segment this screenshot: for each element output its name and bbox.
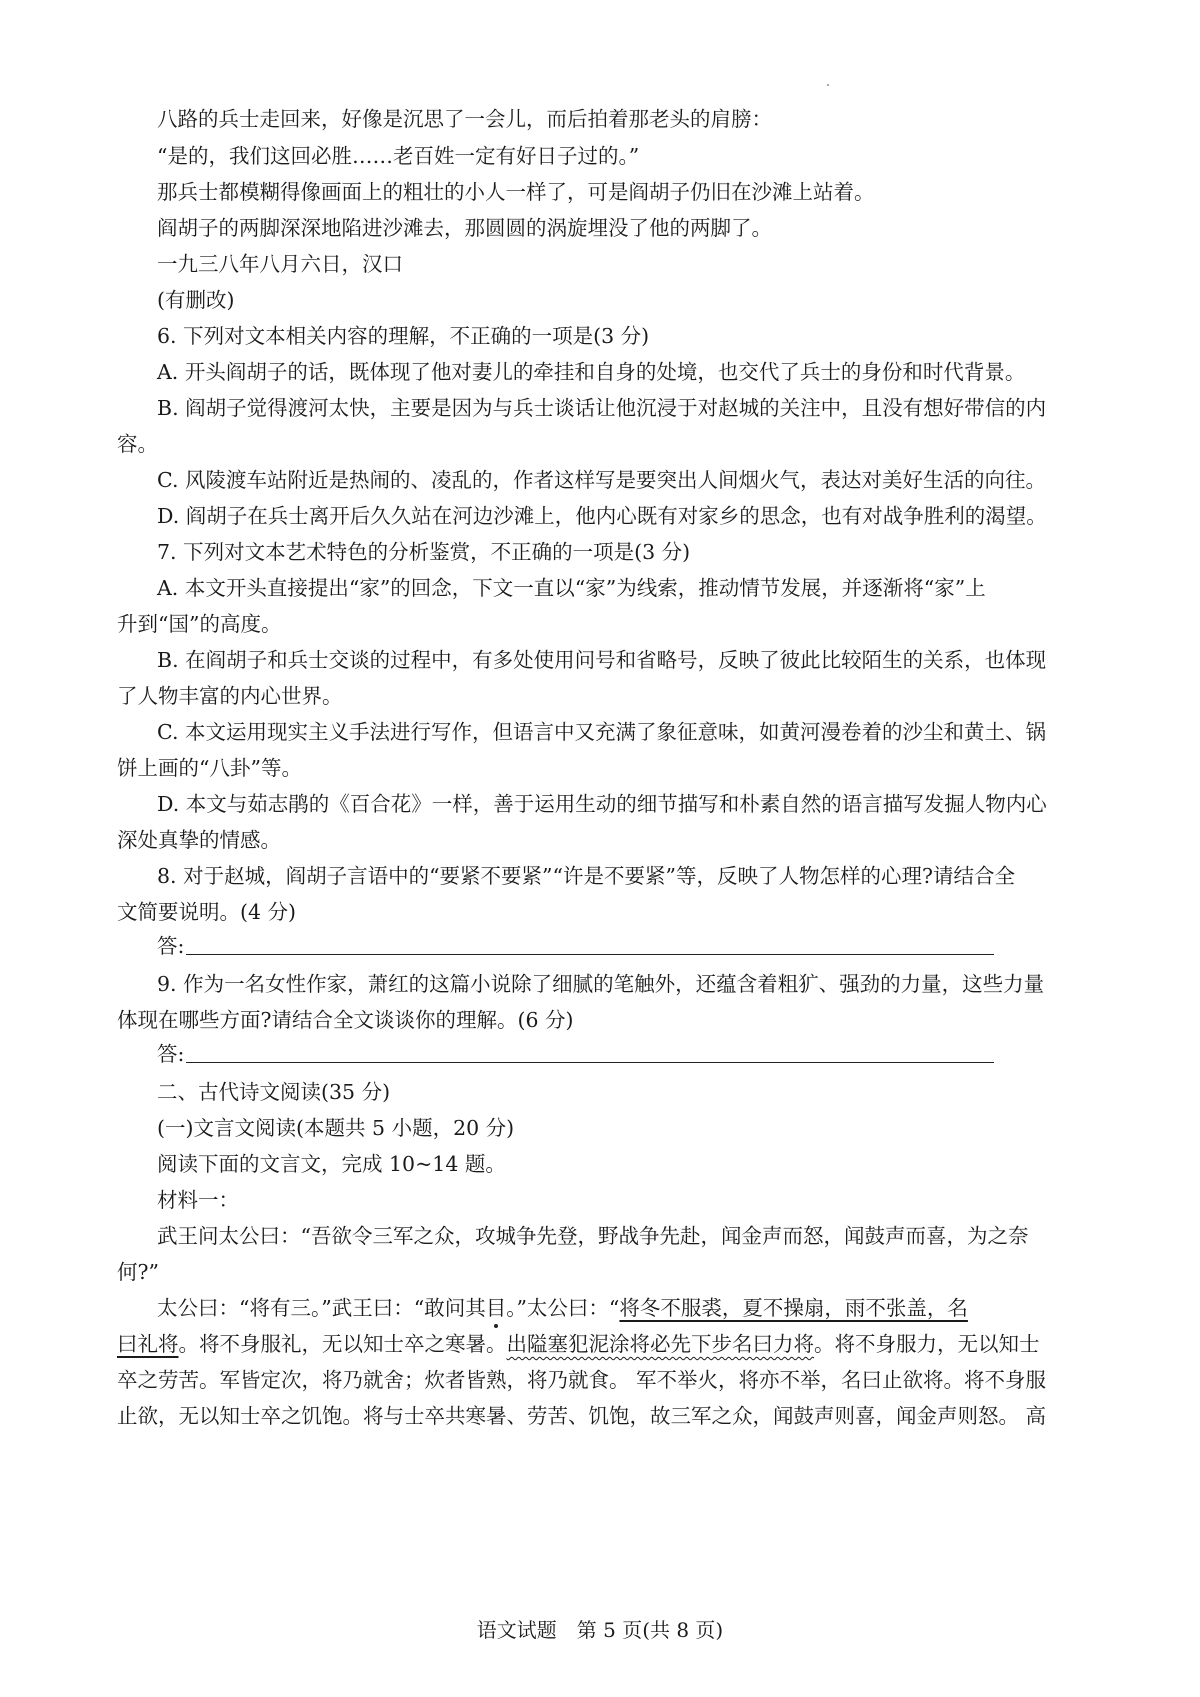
answer-field-8[interactable] — [157, 932, 994, 960]
q7-option-a-cont: 升到“国”的高度。 — [117, 612, 282, 636]
classical-text-line — [117, 1330, 1097, 1358]
q7-option-d-cont: 深处真挚的情感。 — [117, 828, 281, 852]
subsection-heading: (一)文言文阅读(本题共 5 小题，20 分) — [157, 1116, 515, 1140]
date-line: 一九三八年八月六日，汉口 — [157, 252, 403, 276]
q6-option-b: B. 阎胡子觉得渡河太快，主要是因为与兵士谈话让他沉浸于对赵城的关注中，且没有想好带信的内 — [157, 396, 1047, 420]
wavy-underlined-sentence: 出隘塞犯泥涂将必先下步名曰力将 — [506, 1332, 814, 1356]
q7-option-b: B. 在阎胡子和兵士交谈的过程中，有多处使用问号和省略号，反映了彼此比较陌生的关系，也体现 — [157, 648, 1047, 672]
classical-text-line: 止欲，无以知士卒之饥饱。将与士卒共寒暑、劳苦、饥饱，故三军之众，闻鼓声则喜，闻金声则怒。 高 — [117, 1404, 1047, 1428]
material-label: 材料一： — [157, 1188, 239, 1212]
emphasis-dot-char: 目 — [485, 1296, 507, 1320]
text-line: 那兵士都模糊得像画面上的粗壮的小人一样了，可是阎胡子仍旧在沙滩上站着。 — [157, 180, 875, 204]
q6-option-c: C. 风陵渡车站附近是热闹的、凌乱的，作者这样写是要突出人间烟火气，表达对美好生活的向往。 — [157, 468, 1046, 492]
classical-text-line: 卒之劳苦。军皆定次，将乃就舍；炊者皆熟，将乃就食。 军不举火，将亦不举，名曰止欲将。将不身服 — [117, 1368, 1047, 1392]
answer-blank[interactable] — [186, 1040, 994, 1063]
classical-text-line: 武王问太公曰：“吾欲令三军之众，攻城争先登，野战争先赴，闻金声而怒，闻鼓声而喜，为之奈 — [157, 1224, 1029, 1248]
q7-option-c: C. 本文运用现实主义手法进行写作，但语言中又充满了象征意味，如黄河漫卷着的沙尘和黄土、锅 — [157, 720, 1046, 744]
question-8: 8. 对于赵城，阎胡子言语中的“要紧不要紧”“许是不要紧”等，反映了人物怎样的心理?请结合全 — [157, 864, 1015, 888]
answer-label: 答: — [157, 1042, 185, 1066]
section-heading: 二、古代诗文阅读(35 分) — [157, 1080, 391, 1104]
scan-speck — [827, 84, 829, 86]
q7-option-d: D. 本文与茹志鹃的《百合花》一样，善于运用生动的细节描写和朴素自然的语言描写发掘人物内心 — [157, 792, 1047, 816]
q6-option-a: A. 开头阎胡子的话，既体现了他对妻儿的牵挂和自身的处境，也交代了兵士的身份和时代背景。 — [157, 360, 1026, 384]
text-line: 阎胡子的两脚深深地陷进沙滩去，那圆圆的涡旋埋没了他的两脚了。 — [157, 216, 772, 240]
text-segment: 。将不身服力，无以知士 — [814, 1332, 1040, 1356]
q7-option-c-cont: 饼上画的“八卦”等。 — [117, 756, 302, 780]
question-9: 9. 作为一名女性作家，萧红的这篇小说除了细腻的笔触外，还蕴含着粗犷、强劲的力量，这些力量 — [157, 972, 1045, 996]
question-9-cont: 体现在哪些方面?请结合全文谈谈你的理解。(6 分) — [117, 1008, 574, 1032]
classical-text-line: 何?” — [117, 1260, 159, 1284]
text-segment: 。将不身服礼，无以知士卒之寒暑。 — [178, 1332, 507, 1356]
q7-option-a: A. 本文开头直接提出“家”的回念，下文一直以“家”为线索，推动情节发展，并逐渐将“家”上 — [157, 576, 986, 600]
underlined-sentence: 曰礼将 — [117, 1332, 179, 1356]
instruction-line: 阅读下面的文言文，完成 10~14 题。 — [157, 1152, 506, 1176]
q7-option-b-cont: 了人物丰富的内心世界。 — [117, 684, 343, 708]
text-line: “是的，我们这回必胜……老百姓一定有好日子过的。” — [157, 144, 640, 168]
page-footer: 语文试题 第 5 页(共 8 页) — [476, 1618, 724, 1642]
q6-option-d: D. 阎胡子在兵士离开后久久站在河边沙滩上，他内心既有对家乡的思念，也有对战争胜利的渴望。 — [157, 504, 1047, 528]
text-segment: 。”太公曰：“ — [506, 1296, 620, 1320]
edit-note: (有删改) — [157, 288, 235, 312]
classical-text-line — [157, 1294, 1137, 1322]
q6-option-b-cont: 容。 — [117, 432, 158, 456]
text-segment: 太公曰：“将有三。”武王曰：“敢问其 — [157, 1296, 486, 1320]
underlined-sentence: 将冬不服裘，夏不操扇，雨不张盖，名 — [619, 1296, 968, 1320]
answer-field-9[interactable] — [157, 1040, 994, 1068]
question-8-cont: 文简要说明。(4 分) — [117, 900, 297, 924]
answer-label: 答: — [157, 934, 185, 958]
question-6: 6. 下列对文本相关内容的理解，不正确的一项是(3 分) — [157, 324, 650, 348]
answer-blank[interactable] — [186, 932, 994, 955]
question-7: 7. 下列对文本艺术特色的分析鉴赏，不正确的一项是(3 分) — [157, 540, 691, 564]
text-line: 八路的兵士走回来，好像是沉思了一会儿，而后拍着那老头的肩膀： — [157, 107, 772, 131]
